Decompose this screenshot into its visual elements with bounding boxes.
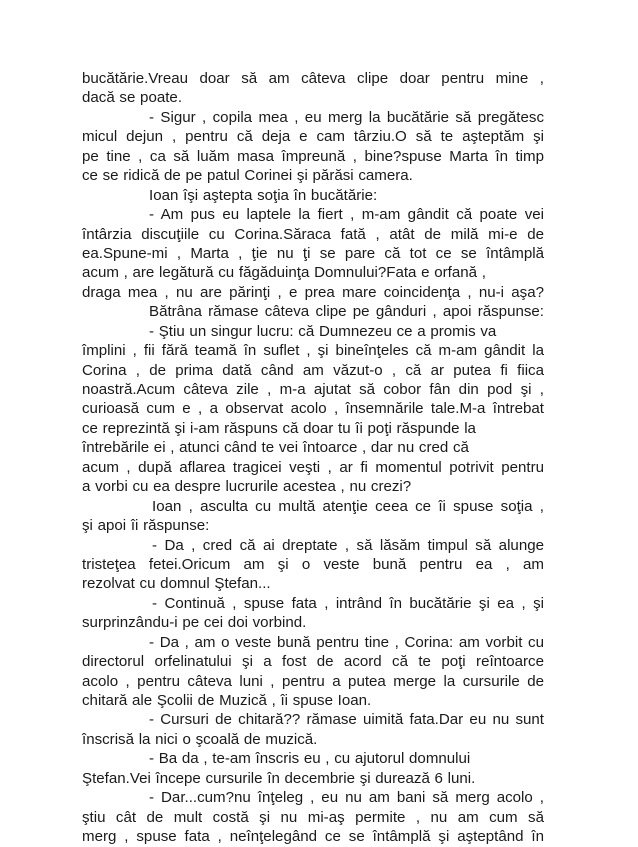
text-line: dacă se poate. (82, 89, 183, 107)
text-line: pe tine , ca să luăm masa împreună , bine?spuse Marta în timp (82, 147, 544, 165)
text-line: - Am pus eu laptele la fiert , m-am gândit că poate vei (149, 206, 544, 224)
text-line: - Dar...cum?nu înţeleg , eu nu am bani să merg acolo , (149, 789, 544, 807)
text-line: - Ba da , te-am înscris eu , cu ajutorul domnului (149, 750, 471, 768)
text-line: întrebările ei , atunci când te vei întoarce , dar nu cred că (82, 439, 469, 457)
text-line: Ioan îşi aştepta soţia în bucătărie: (149, 186, 378, 204)
text-line: ea.Spune-mi , Marta , ţie nu ţi se pare că tot ce se întâmplă (82, 244, 544, 262)
text-line: chitară ale Şcolii de Muzică , îi spuse Ioan. (82, 692, 372, 709)
text-line: Ioan , asculta cu multă atenţie ceea ce îi spuse soţia , (152, 497, 544, 515)
text-line: curioasă cum e , a observat acolo , însemnările tale.M-a întrebat (82, 400, 544, 418)
text-line: surprinzându-i pe cei doi vorbind. (82, 614, 307, 632)
text-line: - Da , cred că ai dreptate , să lăsăm timpul să alunge (152, 536, 544, 554)
text-line: - Da , am o veste bună pentru tine , Corina: am vorbit cu (149, 633, 544, 651)
text-line: Bătrâna rămase câteva clipe pe gânduri , apoi răspunse: (149, 303, 544, 321)
text-line: noastră.Acum câteva zile , m-a ajutat să cobor fân din pod şi , (82, 381, 544, 398)
body-text (82, 69, 544, 847)
text-line: întârzia discuţiile cu Corina.Săraca fată , atât de milă mi-e de (82, 225, 544, 243)
text-line: - Continuă , spuse fata , intrând în bucătărie şi ea , şi (152, 594, 544, 612)
text-line: Ştefan.Vei începe cursurile în decembrie şi durează 6 luni. (82, 769, 476, 787)
text-line: rezolvat cu domnul Ştefan... (82, 575, 271, 593)
text-line: ştiu cât de mult costă şi nu mi-aş permite , nu am cum să (82, 808, 544, 826)
text-line: - Ştiu un singur lucru: că Dumnezeu ce a promis va (149, 322, 497, 340)
text-line: ce se ridică de pe patul Corinei şi părăsi camera. (82, 167, 413, 185)
text-line: a vorbi cu ea despre lucrurile acestea , nu crezi? (82, 478, 412, 496)
text-line: bucătărie.Vreau doar să am câteva clipe doar pentru mine , (82, 70, 544, 87)
text-line: merg , spuse fata , neînţelegând ce se întâmplă şi aşteptând în (82, 828, 544, 846)
text-line: - Sigur , copila mea , eu merg la bucătărie să pregătesc (149, 108, 544, 126)
text-line: - Cursuri de chitară?? rămase uimită fata.Dar eu nu sunt (149, 711, 544, 729)
text-line: draga mea , nu are părinţi , e prea mare coincidenţa , nu-i aşa? (82, 283, 544, 301)
text-line: tristeţea fetei.Oricum am şi o veste bună pentru ea , am (82, 555, 544, 573)
text-line: directorul orfelinatului şi a fost de acord că te poţi reîntoarce (82, 653, 544, 671)
text-line: acum , are legătură cu făgăduinţa Domnului?Fata e orfană , (82, 264, 486, 282)
text-line: acum , după aflarea tragicei veşti , ar fi momentul potrivit pentru (82, 458, 544, 476)
text-line: împlini , fii fără teamă în suflet , şi bineînţeles că m-am gândit la (82, 342, 544, 360)
text-line: acolo , pentru câteva luni , pentru a putea merge la cursurile de (82, 672, 544, 690)
text-line: Corina , de prima dată când am văzut-o , că ar putea fi fiica (82, 361, 544, 379)
text-line: şi apoi îi răspunse: (82, 517, 210, 535)
text-line: ce reprezintă şi i-am răspuns că doar tu îi poţi răspunde la (82, 419, 476, 437)
text-line: micul dejun , pentru că deja e cam târziu.O să te aşteptăm şi (82, 128, 544, 146)
text-line: înscrisă la nici o şcoală de muzică. (82, 730, 318, 748)
